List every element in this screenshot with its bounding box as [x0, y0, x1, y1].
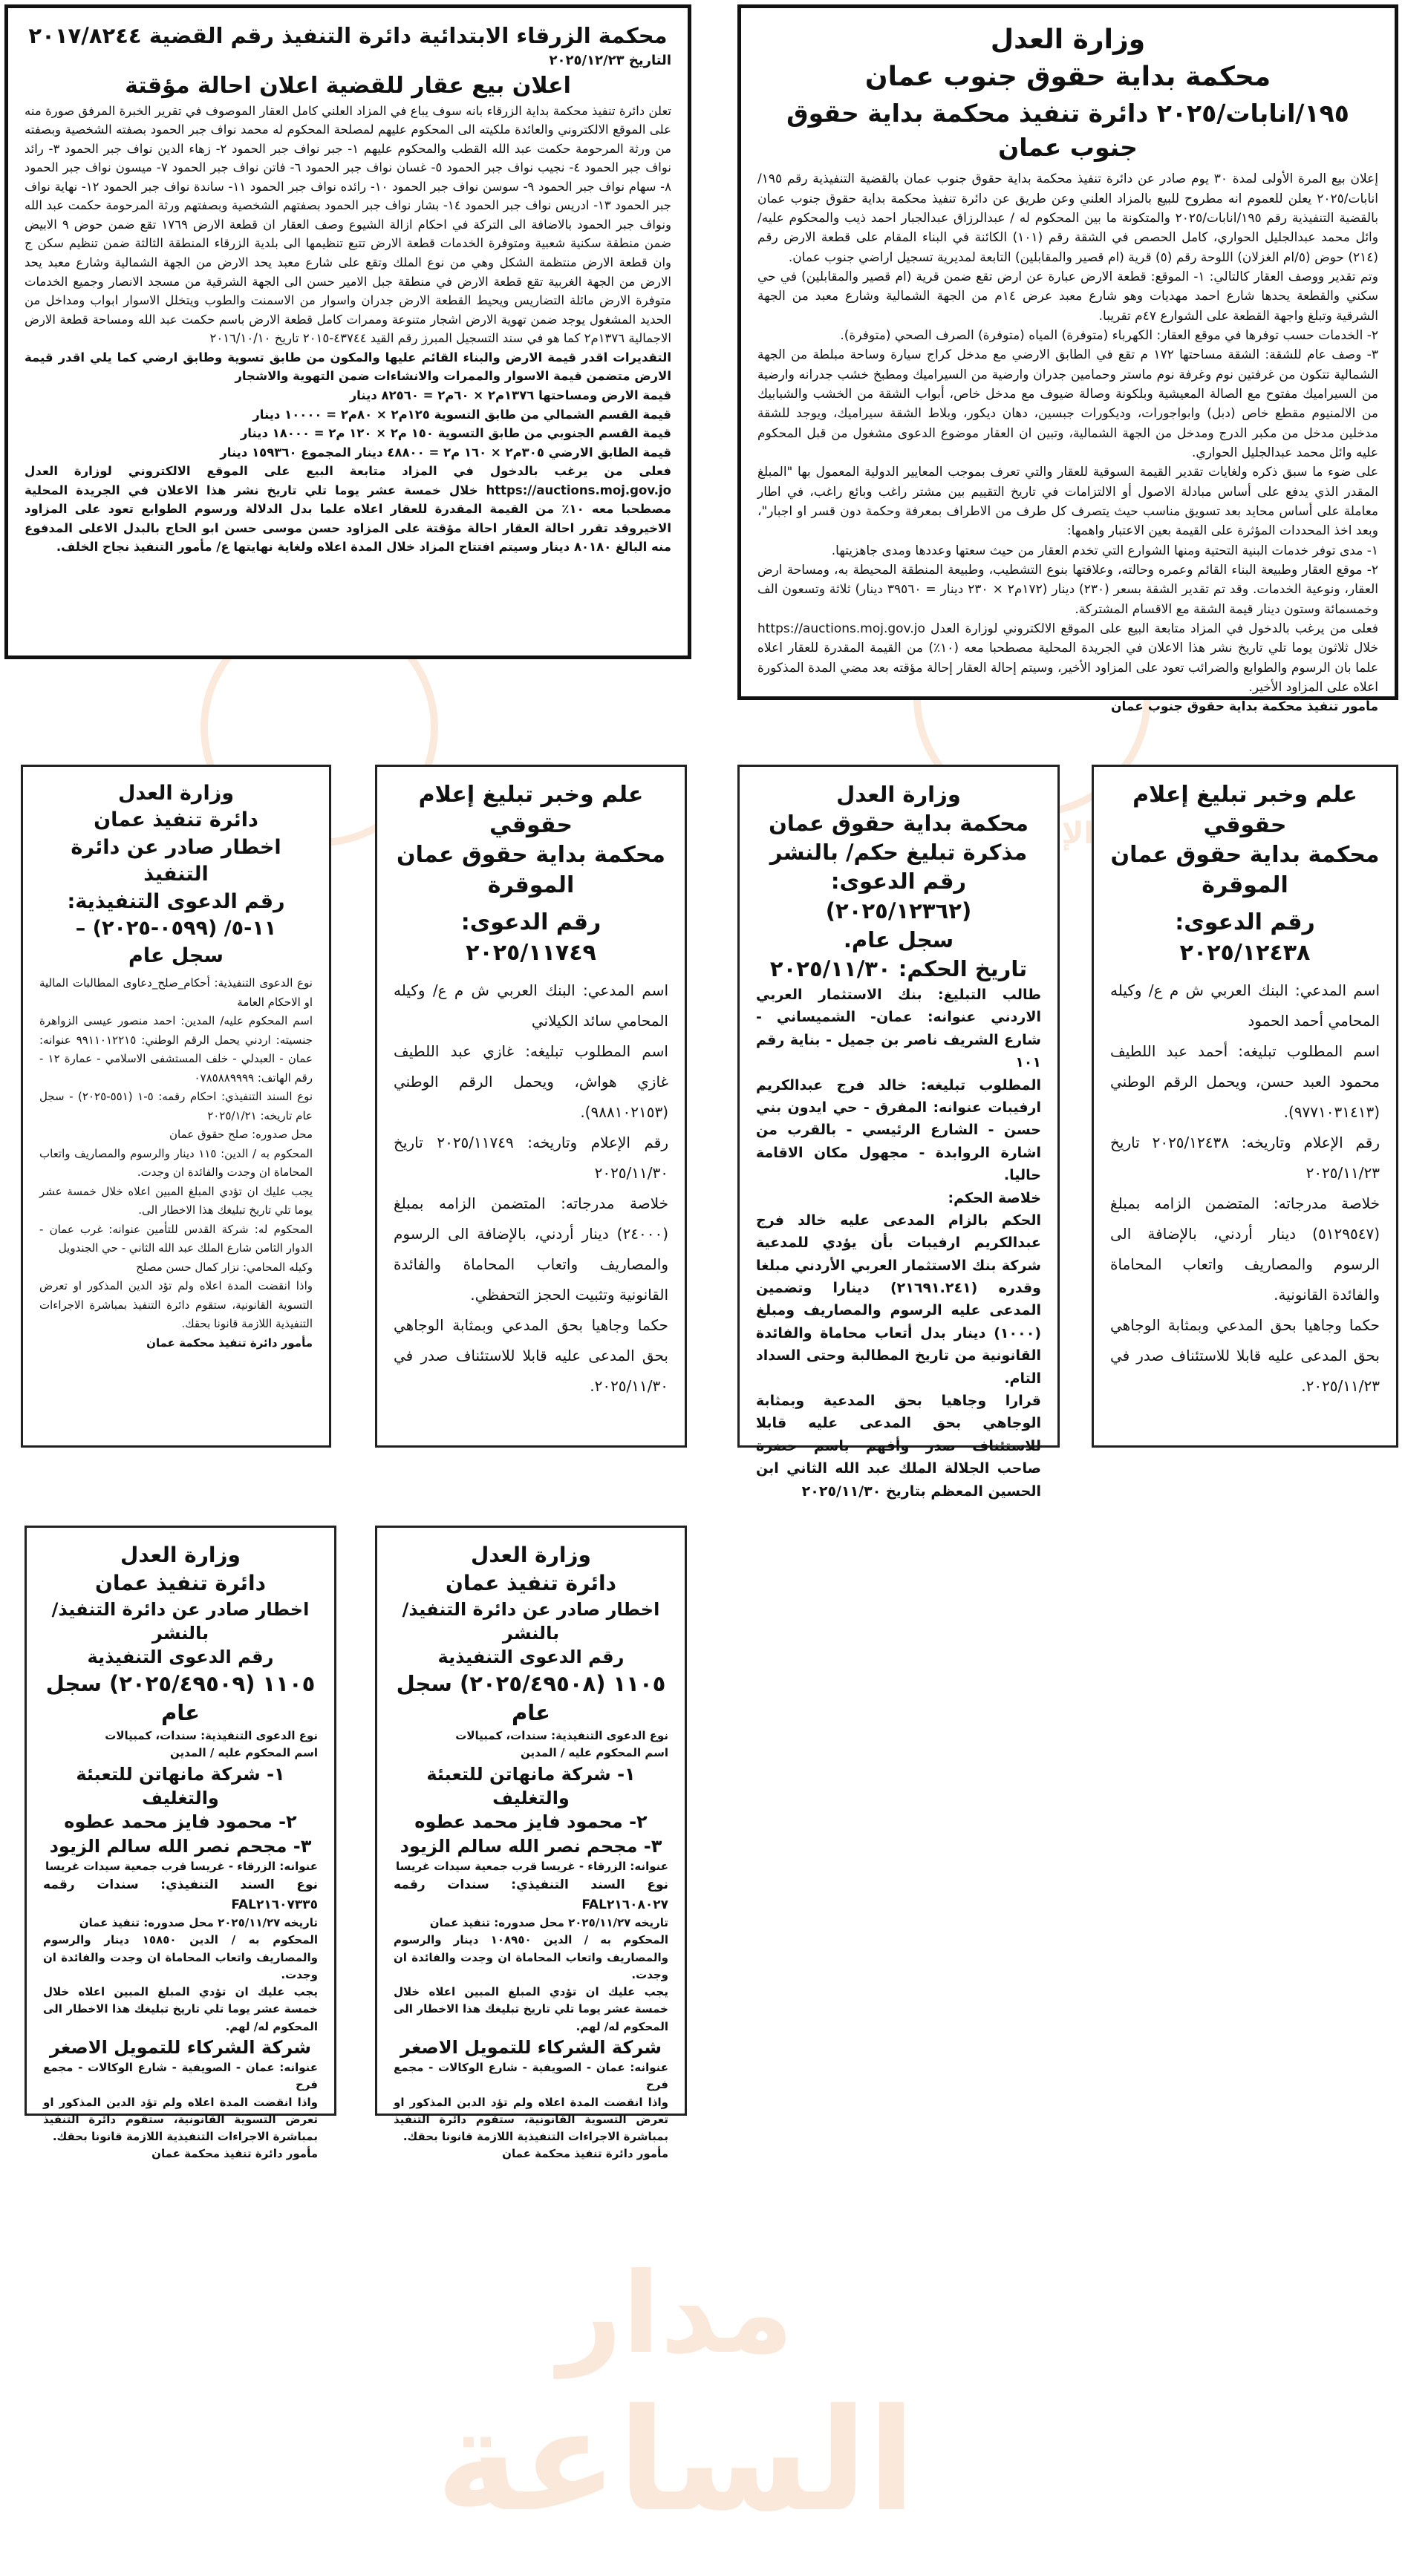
ad2-valuation: قيمة القسم الجنوبي من طابق التسوية ١٥٠ م٢ × ١٢٠ م٢ = ١٨٠٠٠ دينار	[240, 426, 671, 441]
ad3-honorific: الموقرة	[1202, 872, 1288, 898]
ad2-paragraph: التقديرات اقدر قيمة الارض والبناء القائم عليها والمكون من طابق تسوية وطابق ارضي كما يلي اقدر قيمة الارض متضمن قيمة الاسوار والممرات والانشاءات ضمن التهوية والاشجار	[25, 350, 671, 384]
ad6-line: محل صدوره: صلح حقوق عمان	[169, 1128, 313, 1142]
ad3-line: حكما وجاهيا بحق المدعي وبمثابة الوجاهي بحق المدعى عليه قابلا للاستئناف صدر في ٢٠٢٥/١١/٢٣.	[1110, 1316, 1380, 1395]
ad3-title: علم وخبر تبليغ إعلام حقوقي	[1132, 782, 1357, 838]
ad7-ministry: وزارة العدل	[471, 1543, 591, 1567]
ad5-line: رقم الإعلام وتاريخه: ٢٠٢٥/١١٧٤٩ تاريخ ٢٠٢٥/١١/٣٠	[394, 1134, 668, 1182]
ad8-debtor: ٢- محمود فايز محمد عطوه	[64, 1811, 297, 1833]
ad3-line: اسم المدعي: البنك العربي ش م ع/ وكيله المحامي أحمد الحمود	[1110, 981, 1380, 1030]
ad4-ministry: وزارة العدل	[836, 782, 961, 807]
ad4-line: المطلوب تبليغه: خالد فرج عبدالكريم ارفيبات عنوانه: المفرق - حي ايدون بني حسن - الشارع الرئيسي - بالقرب من اشارة الروابدة - مجهول مكان الاقامة حاليا.	[756, 1076, 1041, 1184]
ad4-line: قرارا وجاهيا بحق المدعية وبمثابة الوجاهي بحق المدعى عليه قابلا للاستئناف صدر وأفهم باسم حضرة صاحب الجلالة الملك عبد الله الثاني ابن الحسين المعظم بتاريخ ٢٠٢٥/١١/٣٠	[756, 1393, 1041, 1500]
ad8-line: اسم المحكوم عليه / المدين	[170, 1746, 318, 1760]
ad8-line: عنوانه: الزرقاء - غريسا قرب جمعية سيدات غريسا	[45, 1860, 318, 1874]
ad1-paragraph: ٣- وصف عام للشقة: الشقة مساحتها ١٧٢ م تقع في الطابق الارضي مع مدخل كراج سيارة وساحة مبلطة من الجهة الشمالية تتكون من غرفتين نوم وغرفة نوم ماستر وحمامين جدران وارضية من السيراميك ومطبخ خشب جدرانه وارضية من السيراميك مفتوح مع الصالة المعيشية وبلكونة وصالة ضيوف مع مدخل خاص، أبواب الشقة من الخشب والشبابيك من الالمنيوم مقطع خاص (دبل) وابواجورات، وديكورات جبسين، دهان ديكور، وبلاط الشقة سيراميك، ويوجد للشقة مدخلين مدخل من مكبر الدرج ومدخل من الجهة الشمالية، وتبين ان العقار موضوع الدعوى مشغول من قبل المحكوم عليه وائل محمد عبدالجليل الحواري.	[757, 347, 1378, 460]
ad1-court: محكمة بداية حقوق جنوب عمان	[864, 62, 1271, 93]
ad7-debtor: ٢- محمود فايز محمد عطوه	[414, 1811, 648, 1833]
ad8-ministry: وزارة العدل	[120, 1543, 241, 1567]
ad5-court: محكمة بداية حقوق عمان	[397, 842, 665, 868]
ad2-court: محكمة الزرقاء الابتدائية دائرة التنفيذ رقم القضية ٢٠١٧/٨٢٤٤	[28, 23, 668, 48]
ad6-dept: دائرة تنفيذ عمان	[94, 808, 258, 832]
ad7-line: تاريخه ٢٠٢٥/١١/٢٧ محل صدوره: تنفيذ عمان	[429, 1916, 668, 1930]
ad-notification-12438	[1092, 765, 1398, 1448]
ad1-title: ١٩٥/انابات/٢٠٢٥ دائرة تنفيذ محكمة بداية حقوق جنوب عمان	[786, 98, 1349, 162]
ad2-date: التاريخ ٢٠٢٥/١٢/٢٣	[549, 53, 671, 69]
ad7-debtor: ٣- مجحم نصر الله سالم الزيود	[400, 1835, 662, 1857]
ad2-valuation: قيمة الطابق الارضي ٣٠٥م٢ × ١٦٠ م٢ = ٤٨٨٠٠ دينار المجموع ١٥٩٣٦٠ دينار	[220, 445, 671, 460]
ad3-line: اسم المطلوب تبليغه: أحمد عبد اللطيف محمود العبد حسن، ويحمل الرقم الوطني (٩٧٧١٠٣١٤١٣).	[1110, 1042, 1380, 1121]
ad8-signature: مأمور دائرة تنفيذ محكمة عمان	[151, 2147, 318, 2161]
ad4-line: طالب التبليغ: بنك الاستثمار العربي الاردني عنوانه: عمان- الشميساني - شارع الشريف ناصر بن جميل - بناية رقم ١٠١	[756, 986, 1041, 1071]
ad8-line: المحكوم به / الدين ١٥٨٥٠ دينار والرسوم والمصاريف واتعاب المحاماة ان وجدت والفائدة ان وجدت.	[43, 1933, 318, 1981]
ad7-debtor: ١- شركة مانهاتن للتعبئة والتغليف	[426, 1763, 636, 1808]
ad7-case-no: ١١٠٥ (٢٠٢٥/٤٩٥٠٨) سجل عام	[396, 1670, 666, 1725]
ad6-case-type: سجل عام	[128, 944, 224, 967]
ad4-subtitle: مذكرة تبليغ حكم/ بالنشر	[769, 840, 1028, 866]
ad1-ministry: وزارة العدل	[990, 24, 1146, 55]
ad4-line: الحكم بالزام المدعى عليه خالد فرج عبدالكريم ارفيبات بأن يؤدي للمدعية شركة بنك الاستثمار العربي الأردني مبلغا وقدره (٢١٦٩١.٢٤١) دينارا وتضمين المدعى عليه الرسوم والمصاريف ومبلغ (١٠٠٠) دينار بدل أتعاب محاماة والفائدة القانونية من تاريخ المطالبة وحتى السداد التام.	[756, 1212, 1041, 1387]
ad4-line: خلاصة الحكم:	[948, 1189, 1041, 1206]
ad7-line: نوع السند التنفيذي: سندات رقمه FAL٢١٦٠٨٠٢٧	[394, 1877, 668, 1912]
ad2-title: اعلان بيع عقار للقضية اعلان احالة مؤقتة	[125, 73, 571, 99]
ad6-line: نوع الدعوى التنفيذية: أحكام_صلح_دعاوى المطالبات المالية او الاحكام العامة	[39, 976, 313, 1009]
ad6-subtitle: اخطار صادر عن دائرة التنفيذ	[71, 835, 281, 886]
ad7-line: عنوانه: الزرقاء - غريسا قرب جمعية سيدات غريسا	[395, 1860, 668, 1874]
ad8-debtor: ٣- مجحم نصر الله سالم الزيود	[49, 1835, 312, 1857]
ad1-paragraph: إعلان بيع المرة الأولى لمدة ٣٠ يوم صادر عن دائرة تنفيذ محكمة بداية حقوق جنوب عمان بالقضية التنفيذية رقم ١٩٥/انابات/٢٠٢٥ يعلن للعموم انه مطروح للبيع بالمزاد العلني وعن طريق عن دائرة تنفيذ محكمة بداية حقوق جنوب عمان بالقضية التنفيذية رقم ١٩٥/انابات/٢٠٢٥ والمتكونة ما بين المحكوم له / عبدالرزاق عبدالجبار احمد ذيب والمحكوم عليه/ وائل محمد عبدالجليل الحواري، كامل الحصص في الشقة رقم (١٠١) الكائنة في البناء المقام على قطعة الارض رقم (٢١٤) حوض (٥/ام الغزلان) اللوحة رقم (٥) قرية (ام قصير والمقابلين) التابعة لمديرية تسجيل اراضي جنوب عمان.	[757, 171, 1378, 265]
ad5-line: اسم المطلوب تبليغه: غازي عبد اللطيف غازي هواش، ويحمل الرقم الوطني (٩٨٨١٠٢١٥٣).	[394, 1042, 668, 1121]
ad6-signature: مأمور دائرة تنفيذ محكمة عمان	[146, 1336, 313, 1350]
ad8-subtitle: اخطار صادر عن دائرة التنفيذ/ بالنشر	[51, 1598, 310, 1644]
ad2-paragraph: فعلى من يرغب بالدخول في المزاد متابعة البيع على الموقع الالكتروني لوزارة العدل https://auctions.moj.gov.jo خلال خمسة عشر يوما تلي تاريخ نشر هذا الاعلان في الجريدة المحلية مصطحبا معه ١٠٪ من القيمة المقدرة للعقار اعلاه علما بدل الدلالة ورسوم الطوابع تعود على المزاود الاخيروقد تقرر احالة العقار احالة مؤقتة على المزاود حسن موسى حسن ابو الحاج بالبدل الاعلى المدفوع منه البالغ ٨٠١٨٠ دينار وسيتم افتتاح المزاد خلال المدة اعلاه ولغاية نهايتها ع/ مأمور التنفيذ نجاح الخلف.	[25, 464, 671, 555]
ad8-line: واذا انقضت المدة اعلاه ولم تؤد الدين المذكور او تعرض التسوية القانونية، ستقوم دائرة التنفيذ بمباشرة الاجراءات التنفيذية اللازمة قانونا بحقك.	[43, 2095, 318, 2144]
ad7-line: المحكوم به / الدين ١٠٨٩٥٠ دينار والرسوم والمصاريف واتعاب المحاماة ان وجدت والفائدة ان وجدت.	[394, 1933, 668, 1981]
ad7-subtitle: اخطار صادر عن دائرة التنفيذ/ بالنشر	[402, 1598, 660, 1644]
ad2-paragraph: تعلن دائرة تنفيذ محكمة بداية الزرقاء بانه سوف يباع في المزاد العلني كامل العقار الموصوف في تقرير الخبرة المرفق صورة منه على الموقع الالكتروني والعائدة ملكيته الى المحكوم عليهم لمصلحة المحكوم له محمد نواف جبر الحمود بصفته الشخصية وبصفته من ورثة المرحومة حكمت عبد الله القطب والمحكوم عليهم ١- جبر نواف جبر الحمود ٢- زهاء الدين نواف جبر الحمود ٣- رائد نواف جبر الحمود ٤- نجيب نواف جبر الحمود ٥- غسان نواف جبر الحمود ٦- فاتن نواف جبر الحمود ٧- ميسون نواف جبر الحمود ٨- سهام نواف جبر الحمود ٩- سوسن نواف جبر الحمود ١٠- رائده نواف جبر الحمود ١١- ساندة نواف جبر الحمود ١٢- نهاية نواف جبر الحمود ١٣- ادريس نواف جبر الحمود ١٤- بشار نواف جبر الحمود بصفتهم الشخصية وبصفتهم ورثة المرحومة حكمت عبد الله ونواف جبر الحمود بالاضافة الى التركة في احكام ازالة الشيوع وصف العقار ان قطعة الارض ١٧٦٩ تقع ضمن حوض ٩ الابيض ضمن منطقة سكنية شعبية ومتوفرة الخدمات قطعة الارض تتبع تنظيمها الى بلدية الزرقاء المنطقة الثالثة ضمن تنظيم سكن ج وان قطعة الارض منتظمة الشكل وهي من نوع الملك وتقع على شارع معبد يحد الارض من الجهة الشمالية وشارع معبد يحد الارض من الجهة الغربية تقع قطعة الارض في منطقة جبل الامير حسن الى الجهة الشرقية من مسجد الانصار وجميع الخدمات متوفرة الارض مائلة التضاريس ويحيط القطعة الارض جدران واسوار من الاسمنت والطوب ويتخلل الاسوار ابواب ومداخل من الحديد المشغول يوجد ضمن تهوية الارض اشجار متنوعة وممرات كامل قطعة الارض باسم حكمت عبد الله ومساحة قطعة الارض الاجمالية ١٣٧٦م٢ كما هو في سند التسجيل المبرز رقم القيد ٤٣٧٤٤-٢٠١٥ تاريخ ٢٠١٦/١٠/١٠	[25, 103, 672, 346]
ad7-signature: مأمور دائرة تنفيذ محكمة عمان	[502, 2147, 668, 2161]
ad6-line: نوع السند التنفيذي: احكام رقمه: ٥-١ (٥٥١-٢٠٢٥) - سجل عام تاريخه: ٢٠٢٥/١/٢١	[39, 1090, 313, 1122]
ad-execution-notice-49508	[375, 1526, 687, 2161]
ad-judgment-12362	[737, 765, 1060, 1500]
ad5-honorific: الموقرة	[487, 872, 575, 898]
ad8-line: نوع الدعوى التنفيذية: سندات، كمبيالات	[105, 1729, 318, 1743]
ad1-paragraph: وتم تقدير ووصف العقار كالتالي: ١- الموقع: قطعة الارض عبارة عن ارض تقع ضمن قرية (ام قصير والمقابلين) في حي سكني والقطعة يحدها شارع احمد مهديات وهو شارع معبد عرض ١٤م من الجهة الشمالية وشارع معبد من الجهة الشرقية وتبلغ واجهة القطعة على الشوارع ٤٧م تقريبا.	[757, 269, 1378, 324]
ad-execution-notice-49509	[25, 1526, 336, 2161]
ad2-valuation: قيمة القسم الشمالي من طابق التسوية ١٢٥م٢ × ٨٠م٢ = ١٠٠٠٠ دينار	[252, 407, 671, 422]
ad6-line: اسم المحكوم عليه/ المدين: احمد منصور عيسى الزواهرة جنسيته: اردني يحمل الرقم الوطني: ٩٩١١٠١٢٢١٥ عنوانه: عمان - العبدلي - خلف المستشفى الاسلامي - عمارة ١٢ - رقم الهاتف: ٠٧٨٥٨٨٩٩٩٩	[39, 1014, 313, 1085]
watermark-brand-line1: مدار	[558, 2249, 794, 2379]
ad4-judgment-date: تاريخ الحكم: ٢٠٢٥/١١/٣٠	[769, 955, 1028, 981]
ad3-line: رقم الإعلام وتاريخه: ٢٠٢٥/١٢٤٣٨ تاريخ ٢٠٢٥/١١/٢٣	[1110, 1134, 1380, 1182]
ad7-line: نوع الدعوى التنفيذية: سندات، كمبيالات	[455, 1729, 668, 1743]
ad5-line: اسم المدعي: البنك العربي ش م ع/ وكيله المحامي سائد الكيلاني	[394, 981, 668, 1030]
ad-notification-11749	[375, 765, 687, 1448]
ad3-court: محكمة بداية حقوق عمان	[1110, 842, 1380, 868]
ad-auction-zarqa	[4, 4, 691, 659]
ad3-case-no: رقم الدعوى: ٢٠٢٥/١٢٤٣٨	[1175, 909, 1315, 966]
ad8-line: عنوانه: عمان - الصويفية - شارع الوكالات - مجمع فرح	[43, 2061, 318, 2092]
ad-auction-south-amman	[737, 4, 1398, 715]
ad1-signature: مأمور تنفيذ محكمة بداية حقوق جنوب عمان	[1111, 699, 1378, 715]
ad5-title: علم وخبر تبليغ إعلام حقوقي	[418, 782, 644, 838]
ad-execution-notice-0599	[21, 765, 331, 1448]
ad1-paragraph: ١- مدى توفر خدمات البنية التحتية ومنها الشوارع التي تخدم العقار من حيث سعتها وعددها ومدى جاهزيتها.	[831, 543, 1378, 558]
ad8-case-no: ١١٠٥ (٢٠٢٥/٤٩٥٠٩) سجل عام	[45, 1670, 316, 1725]
ad6-line: وكيله المحامي: نزار كمال حسن مصلح	[136, 1260, 313, 1274]
ad1-paragraph: فعلى من يرغب بالدخول في المزاد متابعة البيع على الموقع الالكتروني لوزارة العدل https://auctions.moj.gov.jo خلال ثلاثون يوما تلي تاريخ نشر هذا الاعلان في الجريدة المحلية مصطحبا معه (١٠٪) من القيمة المقدرة للعقار اعلاه علما بان الرسوم والطوابع والضرائب تعود على المزاود الأخير، وسيتم إحالة العقار إحالة مؤقته بعد مضي المدة المذكورة اعلاه على المزاود الأخير.	[757, 621, 1378, 696]
ad6-line: المحكوم به / الدين: ١١٥ دينار والرسوم والمصاريف واتعاب المحاماة ان وجدت والفائدة ان وجدت.	[39, 1146, 313, 1180]
ad8-dept: دائرة تنفيذ عمان	[95, 1570, 266, 1595]
ad6-ministry: وزارة العدل	[117, 782, 235, 805]
ad6-line: واذا انقضت المدة اعلاه ولم تؤد الدين المذكور او تعرض التسوية القانونية، ستقوم دائرة التنفيذ بمباشرة الاجراءات التنفيذية اللازمة قانونا بحقك.	[39, 1279, 313, 1331]
ad8-line: تاريخه ٢٠٢٥/١١/٢٧ محل صدوره: تنفيذ عمان	[79, 1916, 318, 1930]
ad5-line: حكما وجاهيا بحق المدعي وبمثابة الوجاهي بحق المدعى عليه قابلا للاستئناف صدر في ٢٠٢٥/١١/٣٠.	[394, 1316, 668, 1395]
ad8-debtor: ١- شركة مانهاتن للتعبئة والتغليف	[76, 1763, 285, 1808]
ad7-case-label: رقم الدعوى التنفيذية	[437, 1647, 625, 1668]
ad7-line: يجب عليك ان تؤدي المبلغ المبين اعلاه خلال خمسة عشر يوما تلي تاريخ تبليغك هذا الاخطار الى المحكوم له/ لهم.	[394, 1985, 668, 2033]
ad4-case-no: رقم الدعوى: (٢٠٢٥/١٢٣٦٢)	[825, 869, 972, 923]
ad7-line: عنوانه: عمان - الصويفية - شارع الوكالات - مجمع فرح	[394, 2061, 668, 2092]
watermark-brand-line2: الساعة	[435, 2379, 916, 2543]
ad7-line: واذا انقضت المدة اعلاه ولم تؤد الدين المذكور او تعرض التسوية القانونية، ستقوم دائرة التنفيذ بمباشرة الاجراءات التنفيذية اللازمة قانونا بحقك.	[394, 2095, 668, 2144]
ad1-paragraph: ٢- الخدمات حسب توفرها في موقع العقار: الكهرباء (متوفرة) المياه (متوفرة) الصرف الصحي (متوفرة).	[840, 327, 1378, 343]
ad4-court: محكمة بداية حقوق عمان	[769, 811, 1029, 837]
ad2-valuation: قيمة الارض ومساحتها ١٣٧٦م٢ × ٦٠م٢ = ٨٢٥٦٠ دينار	[349, 388, 671, 402]
ad3-line: خلاصة مدرجاته: المتضمن الزامه بمبلغ (٥١٢٩٥٤٧) دينار أردني، بالإضافة الى الرسوم والمصاريف واتعاب المحاماة والفائدة القانونية.	[1110, 1194, 1380, 1304]
ad7-dept: دائرة تنفيذ عمان	[446, 1570, 616, 1595]
ad6-case-label: رقم الدعوى التنفيذية:	[67, 889, 285, 913]
ad8-creditor: شركة الشركاء للتمويل الاصغر	[50, 2036, 311, 2058]
ad6-line: المحكوم له: شركة القدس للتأمين عنوانه: غرب عمان - الدوار الثامن شارع الملك عبد الله الثاني - حي الجندويل	[39, 1222, 313, 1255]
watermark-brand	[416, 2249, 936, 2543]
ad7-line: اسم المحكوم عليه / المدين	[521, 1746, 668, 1760]
ad5-case-no: رقم الدعوى: ٢٠٢٥/١١٧٤٩	[460, 909, 602, 966]
ad1-paragraph: على ضوء ما سبق ذكره ولغايات تقدير القيمة السوقية للعقار والتي تعرف بموجب المعايير الدولية المعمول بها "المبلغ المقدر الذي يدفع على أساس مبادلة الاصول أو الالتزامات في تاريخ التقييم بين مشتر راغب وبائع راغب، في اطار معاملة على أساس محايد بعد تسويق مناسب حيث يتصرف كل طرف من الاطراف بمعرفة وحكمة دون قسر او اجبار"، وبعد اخذ المحددات المؤثرة على القيمة بعين الاعتبار واهمها:	[757, 465, 1378, 539]
ad8-case-label: رقم الدعوى التنفيذية	[87, 1647, 274, 1668]
ad8-line: يجب عليك ان تؤدي المبلغ المبين اعلاه خلال خمسة عشر يوما تلي تاريخ تبليغك هذا الاخطار الى المحكوم له/ لهم.	[43, 1985, 318, 2033]
ad8-line: نوع السند التنفيذي: سندات رقمه FAL٢١٦٠٧٣٣٥	[43, 1877, 318, 1912]
ad6-line: يجب عليك ان تؤدي المبلغ المبين اعلاه خلال خمسة عشر يوما تلي تاريخ تبليغك هذا الاخطار الى.	[39, 1184, 313, 1217]
ad1-paragraph: ٢- موقع العقار وطبيعة البناء القائم وعمره وحالته، وعلاقتها بنوع التشطيب، وطبيعة المنطقة المحيطة به، ومساحة ارض العقار، ونوعية الخدمات. وقد تم تقدير الشقة بسعر (٢٣٠) دينار (١٧٢م٢ × ٢٣٠ دينار = ٣٩٥٦٠ دينار) ثلاثة وتسعون الف وخمسمائة وستون دينار قيمة الشقة مع الاقسام المشتركة.	[757, 563, 1379, 617]
ad6-case-no: ١١-٥/ (٠٥٩٩-٢٠٢٥) –	[75, 917, 277, 941]
ad4-case-type: سجل عام.	[843, 926, 954, 952]
ad7-creditor: شركة الشركاء للتمويل الاصغر	[400, 2036, 662, 2058]
ad5-line: خلاصة مدرجاته: المتضمن الزامه بمبلغ (٢٤٠٠٠) دينار أردني، بالإضافة الى الرسوم والمصاريف واتعاب المحاماة والفائدة القانونية وتثبيت الحجز التحفظي.	[394, 1194, 668, 1304]
